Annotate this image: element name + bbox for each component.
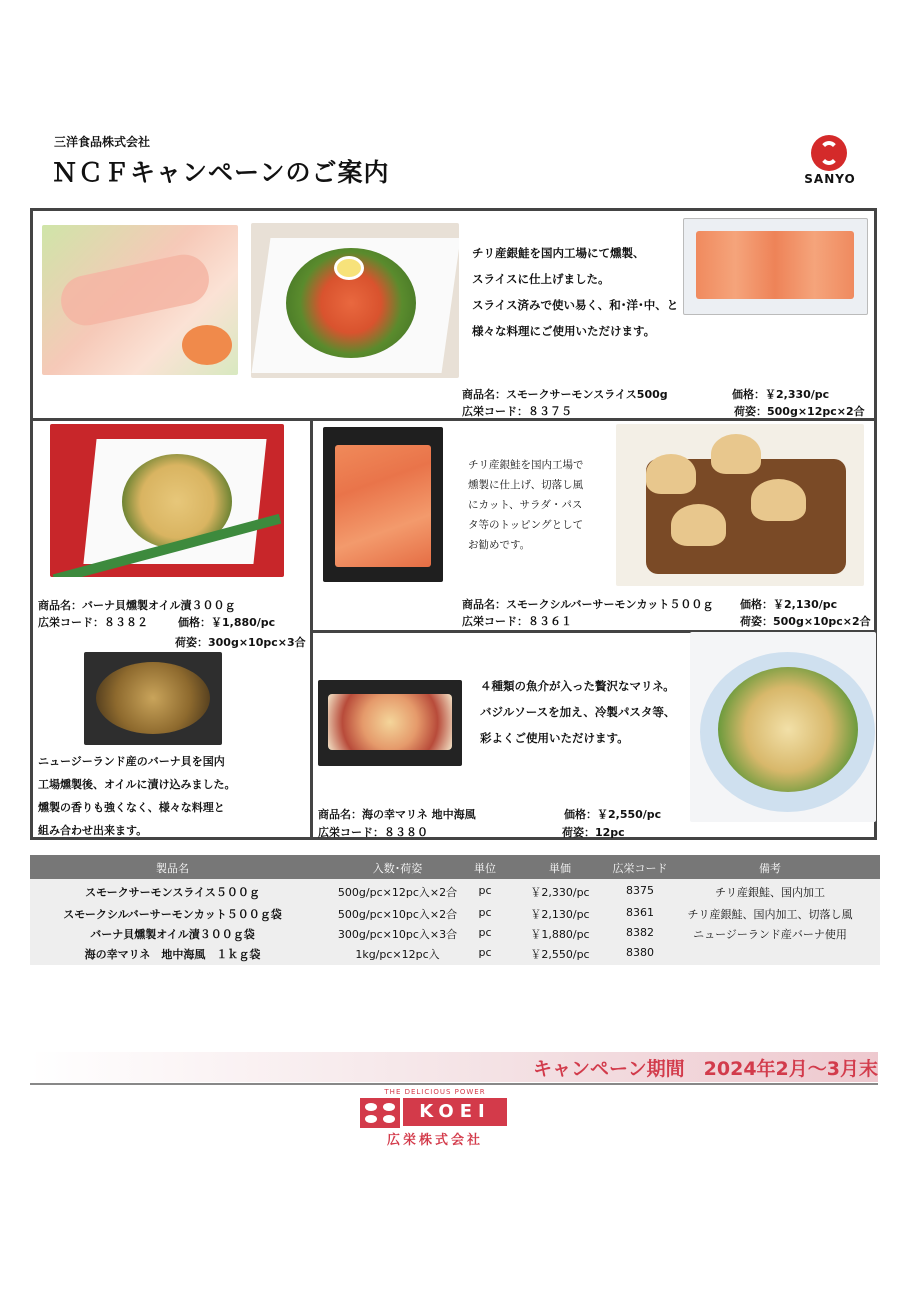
mussel-name: 商品名：バーナ貝燻製オイル漬３００ｇ <box>38 599 236 612</box>
desc-line: お勧めです。 <box>468 539 531 551</box>
desc-line: 燻製に仕上げ、切落し風 <box>468 479 584 491</box>
company-name: 三洋食品株式会社 <box>54 135 151 149</box>
table-cell: 1kg/pc×12pc入 <box>355 948 440 961</box>
desc-line: タ等のトッピングとして <box>468 519 584 531</box>
table-cell: バーナ貝燻製オイル漬３００ｇ袋 <box>90 928 255 941</box>
desc-line: チリ産銀鮭を国内工場で <box>468 459 584 471</box>
table-cell: ￥2,330/pc <box>530 886 590 899</box>
table-row <box>30 943 880 963</box>
desc-line: ニュージーランド産のバーナ貝を国内 <box>38 755 225 768</box>
mussel-price: 価格：￥1,880/pc <box>178 616 276 629</box>
table-cell: 500g/pc×12pc入×2合 <box>337 886 458 899</box>
silver-cut-pack: 荷姿：500g×10pc×2合 <box>740 615 871 628</box>
table-cell: スモークシルバーサーモンカット５００ｇ袋 <box>63 908 282 921</box>
silver-cut-code: 広栄コード：８３６１ <box>462 615 572 628</box>
desc-line: 様々な料理にご使用いただけます。 <box>472 324 656 338</box>
salmon-salad-photo <box>251 223 459 378</box>
mussel-pack: 荷姿：300g×10pc×3合 <box>175 636 306 649</box>
smoke-slice-description <box>472 240 678 344</box>
sanyo-emblem-icon <box>811 135 847 171</box>
silver-cut-pack-photo <box>323 427 443 582</box>
table-cell: ニュージーランド産バーナ使用 <box>693 928 847 941</box>
koei-logo <box>355 1088 515 1148</box>
table-row <box>30 881 880 901</box>
desc-line: スライス済みで使い易く、和･洋･中、と <box>472 298 679 312</box>
page-title: ＮＣＦキャンペーンのご案内 <box>52 158 390 187</box>
marine-code: 広栄コード：８３８０ <box>318 826 428 839</box>
product-table-header <box>30 855 880 879</box>
desc-line: チリ産銀鮭を国内工場にて燻製、 <box>472 246 645 260</box>
campaign-underline <box>30 1083 878 1085</box>
col-header: 備考 <box>759 862 781 875</box>
mussel-oil-photo <box>84 652 222 745</box>
marine-price: 価格：￥2,550/pc <box>564 808 662 821</box>
sanyo-logo-text: SANYO <box>804 172 856 186</box>
salmon-burger-photo <box>616 424 864 586</box>
desc-line: 彩よくご使用いただけます。 <box>480 731 629 745</box>
marine-description <box>480 673 675 751</box>
desc-line: 組み合わせ出来ます。 <box>38 824 148 837</box>
silver-cut-description <box>468 455 584 555</box>
table-cell: ￥2,550/pc <box>530 948 590 961</box>
table-cell: 8375 <box>626 884 654 897</box>
koei-company: 広栄株式会社 <box>386 1133 483 1148</box>
mussel-pasta-photo <box>50 424 284 577</box>
col-header: 製品名 <box>156 862 189 875</box>
spring-roll-photo <box>42 225 238 375</box>
desc-line: スライスに仕上げました。 <box>472 272 610 286</box>
table-cell: 海の幸マリネ 地中海風 １ｋｇ袋 <box>84 948 261 961</box>
col-header: 単価 <box>549 862 571 875</box>
desc-line: 燻製の香りも強くなく、様々な料理と <box>38 801 225 814</box>
koei-brand: KOEI <box>403 1098 507 1126</box>
table-cell: 8380 <box>626 946 654 959</box>
marine-pasta-photo <box>690 632 876 822</box>
table-cell: pc <box>478 906 492 919</box>
desc-line: 工場燻製後、オイルに漬け込みました。 <box>38 778 236 791</box>
silver-cut-price: 価格：￥2,130/pc <box>740 598 838 611</box>
divider <box>310 418 313 840</box>
table-cell: pc <box>478 926 492 939</box>
table-cell: スモークサーモンスライス５００ｇ <box>85 886 260 899</box>
table-cell: ￥1,880/pc <box>530 928 590 941</box>
table-cell: 300g/pc×10pc入×3合 <box>337 928 458 941</box>
marine-pack-photo <box>318 680 462 766</box>
salmon-slice-pack-photo <box>683 218 868 315</box>
silver-cut-name: 商品名：スモークシルバーサーモンカット５００ｇ <box>462 598 714 611</box>
mussel-code: 広栄コード：８３８２ <box>38 616 148 629</box>
smoke-slice-pack: 荷姿：500g×12pc×2合 <box>734 405 865 418</box>
table-cell: チリ産銀鮭、国内加工、切落し風 <box>687 908 853 921</box>
col-header: 広栄コード <box>612 862 668 875</box>
product-table-body <box>30 879 880 965</box>
mussel-description <box>38 750 235 842</box>
desc-line: ４種類の魚介が入った贅沢なマリネ。 <box>480 679 675 693</box>
smoke-slice-price: 価格：￥2,330/pc <box>732 388 830 401</box>
marine-name: 商品名：海の幸マリネ 地中海風 <box>318 808 476 821</box>
table-cell: pc <box>478 946 492 959</box>
table-cell: 8361 <box>626 906 654 919</box>
table-cell: 8382 <box>626 926 654 939</box>
koei-tagline: THE DELICIOUS POWER <box>384 1088 486 1096</box>
smoke-slice-code: 広栄コード：８３７５ <box>462 405 572 418</box>
desc-line: にカット、サラダ・パス <box>468 499 583 511</box>
smoke-slice-name: 商品名：スモークサーモンスライス500g <box>462 388 668 401</box>
table-cell: 500g/pc×10pc入×2合 <box>337 908 458 921</box>
campaign-period: キャンペーン期間 2024年2月～3月末 <box>533 1058 878 1080</box>
col-header: 単位 <box>474 862 496 875</box>
koei-emblem-icon <box>360 1098 400 1128</box>
table-row <box>30 903 880 923</box>
table-cell: チリ産銀鮭、国内加工 <box>715 886 825 899</box>
table-cell: pc <box>478 884 492 897</box>
table-cell: ￥2,130/pc <box>530 908 590 921</box>
table-row <box>30 923 880 943</box>
desc-line: バジルソースを加え、冷製パスタ等、 <box>480 705 676 719</box>
sanyo-logo <box>800 135 860 187</box>
col-header: 入数･荷姿 <box>372 862 423 875</box>
marine-pack: 荷姿：12pc <box>562 826 625 839</box>
